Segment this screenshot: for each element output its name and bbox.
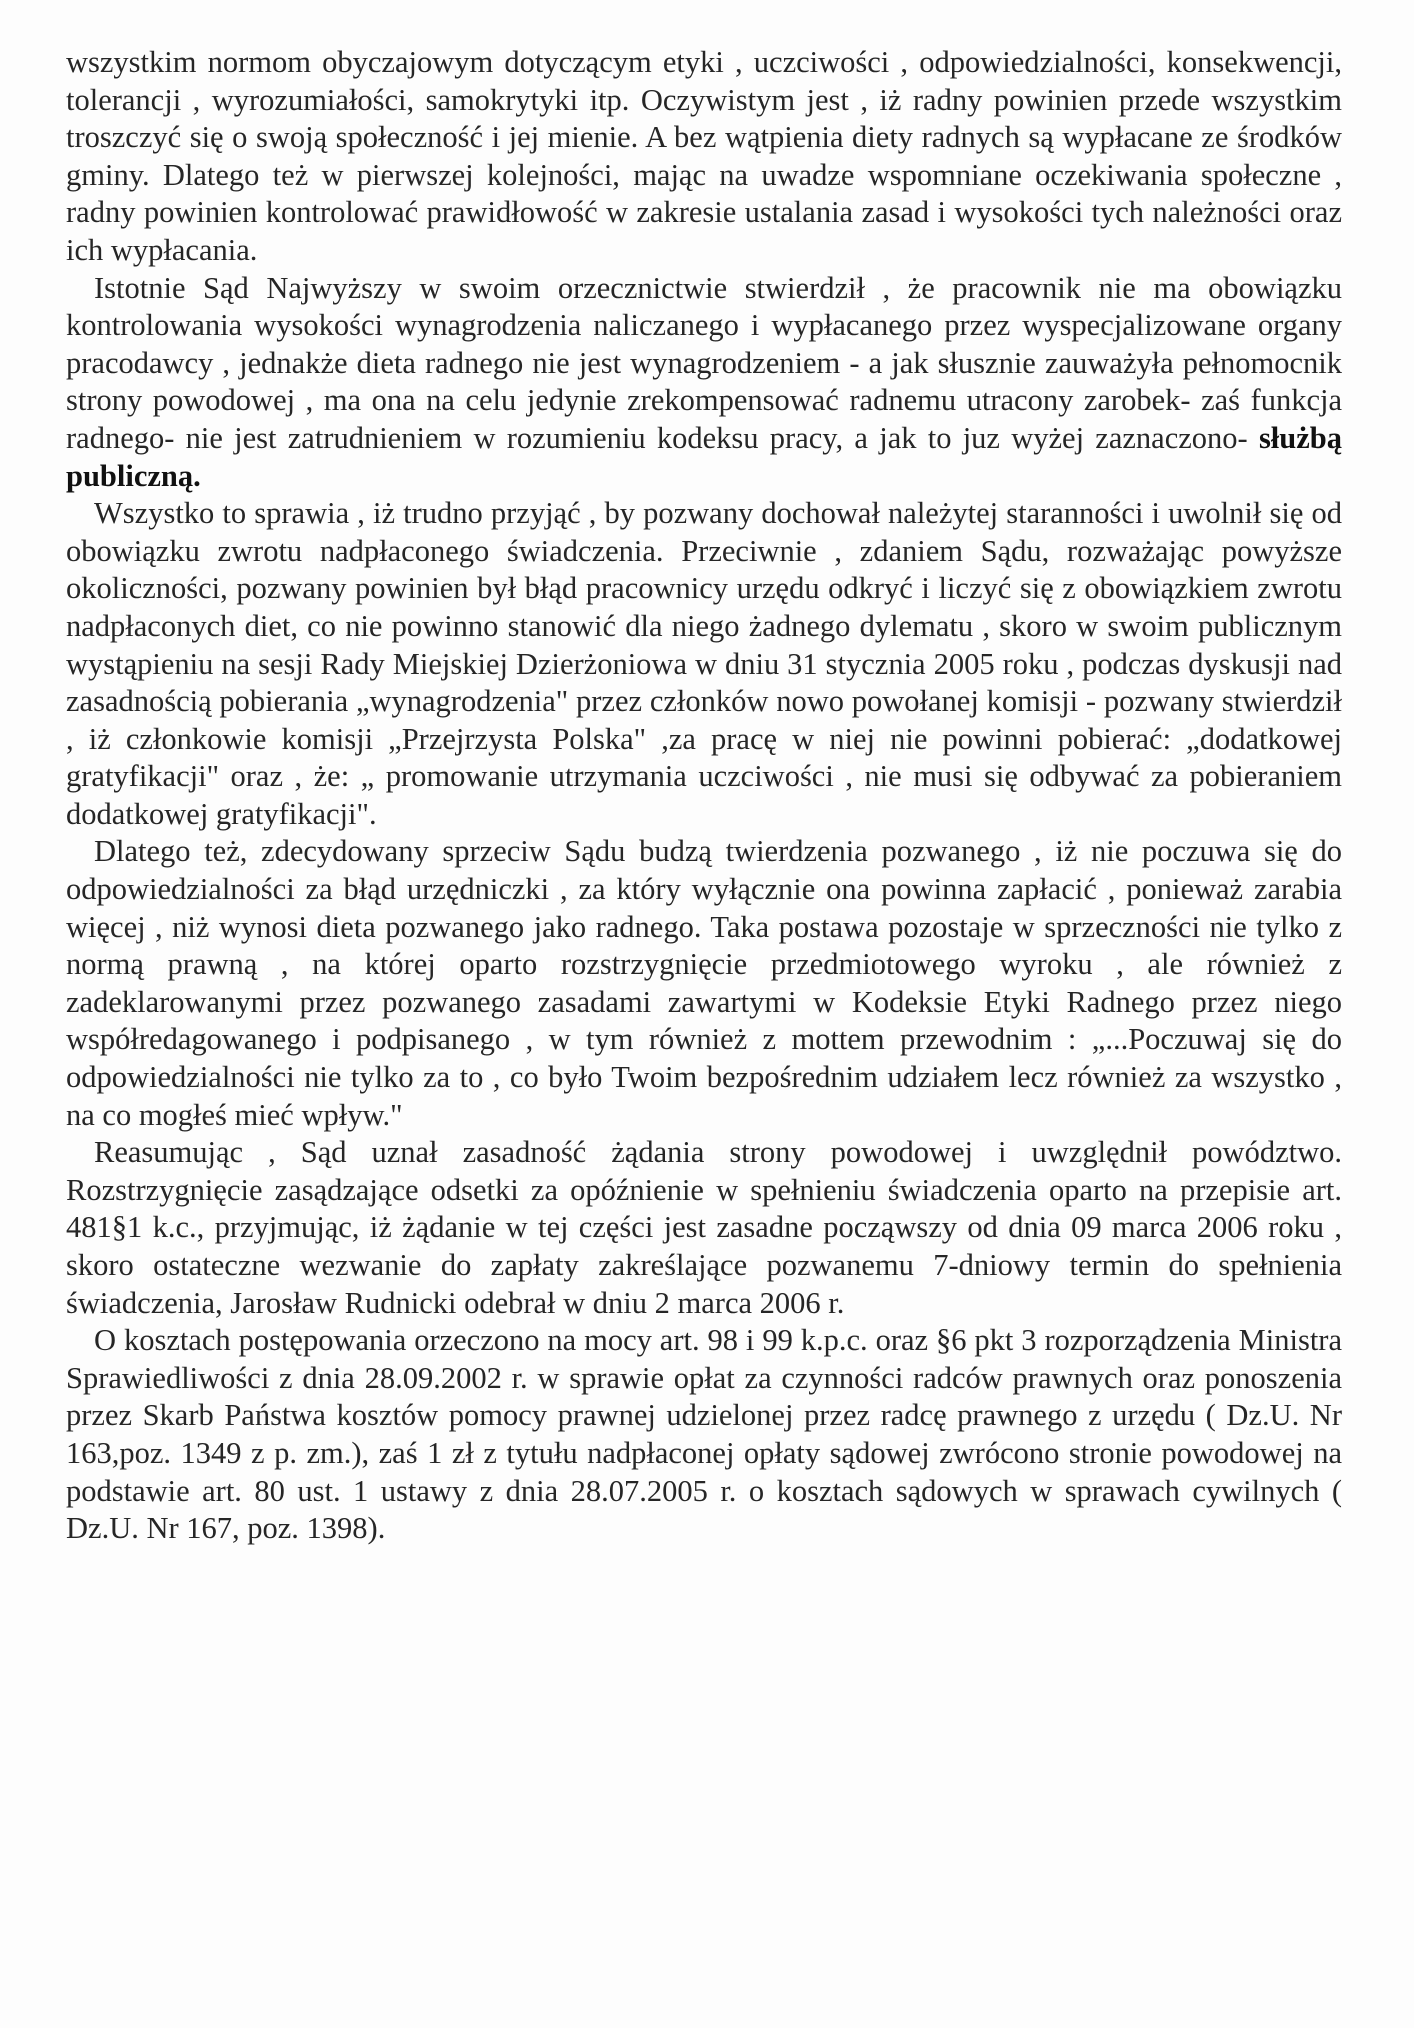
paragraph-5: Reasumując , Sąd uznał zasadność żądania strony powodowej i uwzględnił powództwo. Rozstrzygnięcie zasądzające odsetki za opóźnienie w spełnieniu świadczenia oparto na przepisie art. 481§1 k.c., przyjmując, iż żądanie w tej części jest zasadne począwszy od dnia 09 marca 2006 roku , skoro ostateczne wezwanie do zapłaty zakreślające pozwanemu 7-dniowy termin do spełnienia świadczenia, Jarosław Rudnicki odebrał w dniu 2 marca 2006 r. (66, 1135, 1342, 1320)
paragraph-3: Wszystko to sprawia , iż trudno przyjąć , by pozwany dochował należytej staranności i uwolnił się od obowiązku zwrotu nadpłaconego świadczenia. Przeciwnie , zdaniem Sądu, rozważając powyższe okoliczności, pozwany powinien był błąd pracownicy urzędu odkryć i liczyć się z obowiązkiem zwrotu nadpłaconych diet, co nie powinno stanowić dla niego żadnego dylematu , skoro w swoim publicznym wystąpieniu na sesji Rady Miejskiej Dzierżoniowa w dniu 31 stycznia 2005 roku , podczas dyskusji nad zasadnością pobierania „wynagrodzenia" przez członków nowo powołanej komisji - pozwany stwierdził , iż członkowie komisji „Przejrzysta Polska" ,za pracę w niej nie powinni pobierać: „dodatkowej gratyfikacji" oraz , że: „ promowanie utrzymania uczciwości , nie musi się odbywać za pobieraniem dodatkowej gratyfikacji". (66, 496, 1342, 831)
paragraph-4: Dlatego też, zdecydowany sprzeciw Sądu budzą twierdzenia pozwanego , iż nie poczuwa się do odpowiedzialności za błąd urzędniczki , za który wyłącznie ona powinna zapłacić , ponieważ zarabia więcej , niż wynosi dieta pozwanego jako radnego. Taka postawa pozostaje w sprzeczności nie tylko z normą prawną , na której oparto rozstrzygnięcie przedmiotowego wyroku , ale również z zadeklarowanymi przez pozwanego zasadami zawartymi w Kodeksie Etyki Radnego przez niego współredagowanego i podpisanego , w tym również z mottem przewodnim : „...Poczuwaj się do odpowiedzialności nie tylko za to , co było Twoim bezpośrednim udziałem lecz również za wszystko , na co mogłeś mieć wpływ." (66, 834, 1342, 1132)
document-body (66, 44, 1342, 1548)
paragraph-2-text: Istotnie Sąd Najwyższy w swoim orzecznictwie stwierdził , że pracownik nie ma obowiązku kontrolowania wysokości wynagrodzenia naliczanego i wypłacanego przez wyspecjalizowane organy pracodawcy , jednakże dieta radnego nie jest wynagrodzeniem - a jak słusznie zauważyła pełnomocnik strony powodowej , ma ona na celu jedynie zrekompensować radnemu utracony zarobek- zaś funkcja radnego- nie jest zatrudnieniem w rozumieniu kodeksu pracy, a jak to juz wyżej zaznaczono- (66, 270, 1342, 455)
paragraph-2 (66, 270, 1342, 496)
paragraph-1: wszystkim normom obyczajowym dotyczącym etyki , uczciwości , odpowiedzialności, konsekwencji, tolerancji , wyrozumiałości, samokrytyki itp. Oczywistym jest , iż radny powinien przede wszystkim troszczyć się o swoją społeczność i jej mienie. A bez wątpienia diety radnych są wypłacane ze środków gminy. Dlatego też w pierwszej kolejności, mając na uwadze wspomniane oczekiwania społeczne , radny powinien kontrolować prawidłowość w zakresie ustalania zasad i wysokości tych należności oraz ich wypłacania. (66, 45, 1342, 267)
paragraph-6: O kosztach postępowania orzeczono na mocy art. 98 i 99 k.p.c. oraz §6 pkt 3 rozporządzenia Ministra Sprawiedliwości z dnia 28.09.2002 r. w sprawie opłat za czynności radców prawnych oraz ponoszenia przez Skarb Państwa kosztów pomocy prawnej udzielonej przez radcę prawnego z urzędu ( Dz.U. Nr 163,poz. 1349 z p. zm.), zaś 1 zł z tytułu nadpłaconej opłaty sądowej zwrócono stronie powodowej na podstawie art. 80 ust. 1 ustawy z dnia 28.07.2005 r. o kosztach sądowych w sprawach cywilnych ( Dz.U. Nr 167, poz. 1398). (66, 1323, 1342, 1546)
paragraph-2-bold-text: służbą publiczną. (66, 420, 1342, 493)
